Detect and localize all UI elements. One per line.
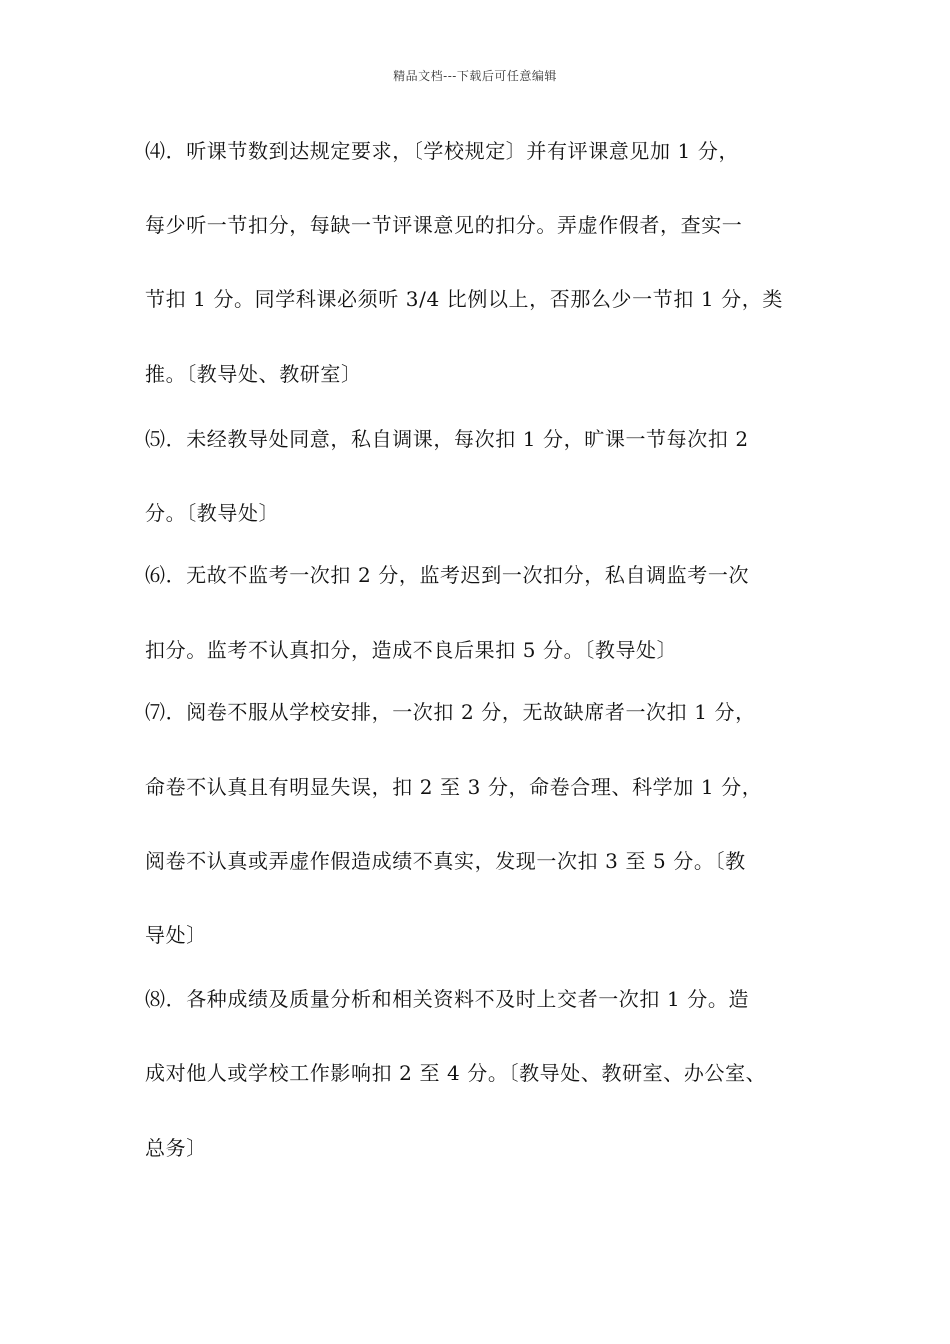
text-line: 命卷不认真且有明显失误，扣 2 至 3 分，命卷合理、科学加 1 分， <box>145 775 763 799</box>
text-line: 成对他人或学校工作影响扣 2 至 4 分。〔教导处、教研室、办公室、 <box>145 1061 767 1085</box>
text-line: 扣分。监考不认真扣分，造成不良后果扣 5 分。〔教导处〕 <box>145 638 678 662</box>
text-line: 节扣 1 分。同学科课必须听 3/4 比例以上，否那么少一节扣 1 分，类 <box>145 287 783 311</box>
text-line: 总务〕 <box>145 1136 207 1160</box>
text-line: 阅卷不认真或弄虚作假造成绩不真实，发现一次扣 3 至 5 分。〔教 <box>145 849 746 873</box>
page-header: 精品文档---下载后可任意编辑 <box>393 69 557 83</box>
text-line: 每少听一节扣分，每缺一节评课意见的扣分。弄虚作假者，查实一 <box>145 213 743 237</box>
text-line: 导处〕 <box>145 923 207 947</box>
text-line: ⑹．无故不监考一次扣 2 分，监考迟到一次扣分，私自调监考一次 <box>145 563 750 587</box>
text-line: ⑺．阅卷不服从学校安排，一次扣 2 分，无故缺席者一次扣 1 分， <box>145 700 756 724</box>
text-line: ⑻．各种成绩及质量分析和相关资料不及时上交者一次扣 1 分。造 <box>145 987 750 1011</box>
text-line: 分。〔教导处〕 <box>145 501 280 525</box>
text-line: ⑷．听课节数到达规定要求，〔学校规定〕并有评课意见加 1 分， <box>145 139 740 163</box>
text-line: ⑸．未经教导处同意，私自调课，每次扣 1 分，旷课一节每次扣 2 <box>145 427 749 451</box>
text-line: 推。〔教导处、教研室〕 <box>145 362 362 386</box>
